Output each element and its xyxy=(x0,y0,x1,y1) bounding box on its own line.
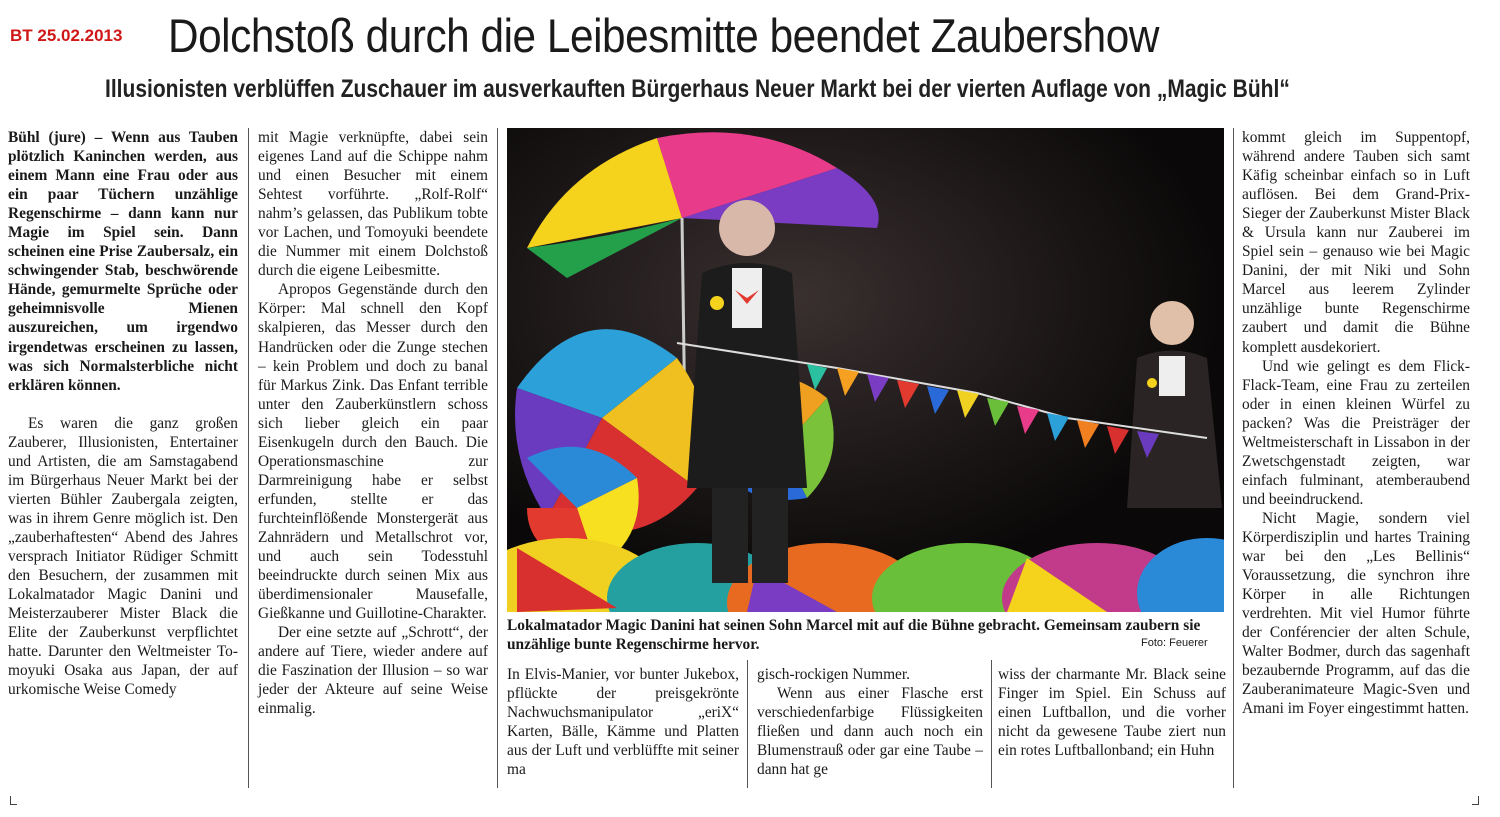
lead-paragraph: Bühl (jure) – Wenn aus Tauben plötzlich Kaninchen werden, aus einem Mann eine Frau oder aus ein paar Tüchern unzählige Regenschirme – dann kann nur Magie im Spiel sein. Dann scheinen eine Prise Zaubersalz, ein schwingender Stab, beschwörende Hände, gemurmelte Sprüche oder geheimnisvolle Mienen auszureichen, um irgendwo irgendetwas erscheinen zu lassen, was sich Normalsterbliche nicht erklären können. xyxy=(8,129,238,394)
paragraph: Wenn aus einer Flasche erst verschiedenfarbige Flüssigkeiten fließen und dann auch noch ein Blumenstrauß oder gar eine Taube – dann hat ge xyxy=(757,685,983,779)
column-rule xyxy=(747,660,748,788)
stage-photo xyxy=(507,128,1224,612)
article-column-3 xyxy=(507,665,739,779)
article-column-2 xyxy=(258,128,488,718)
subheadline: Illusionisten verblüffen Zuschauer im ausverkauften Bürgerhaus Neuer Markt bei der vierten Auflage von „Magic Bühl“ xyxy=(105,75,1290,103)
column-rule xyxy=(991,660,992,788)
column-rule xyxy=(497,128,498,788)
headline: Dolchstoß durch die Leibesmitte beendet Zaubershow xyxy=(168,9,1159,62)
article-column-6 xyxy=(1242,128,1470,718)
dateline: BT 25.02.2013 xyxy=(10,26,123,45)
paragraph: kommt gleich im Suppentopf, während andere Tauben sich samt Käfig scheinbar einfach so in Luft auflösen. Bei dem Grand-Prix-Sieger der Zauberkunst Mister Black & Ursula kann nur Zauberei im Spiel sein – genauso wie bei Magic Danini, der mit Niki und Sohn Marcel aus leerem Zylinder unzählige bunte Regenschirme zaubert und damit die Bühne komplett ausdekoriert. xyxy=(1242,129,1470,356)
column-rule xyxy=(1233,128,1234,788)
paragraph: wiss der charmante Mr. Black seine Finger im Spiel. Ein Schuss auf einen Luftballon, und die vorher nicht da gewesene Taube ziert nun ein rotes Luftballonband; ein Huhn xyxy=(998,666,1226,760)
paragraph: Und wie gelingt es dem Flick-Flack-Team, eine Frau zu zerteilen oder in einen kleinen Würfel zu packen? Was die Preisträger der Weltmeisterschaft in Lissabon in der Zwetschgenstadt zeigten, war einfach fulminant, atemberaubend und beeindruckend. xyxy=(1242,357,1470,508)
article-column-1 xyxy=(8,128,238,699)
paragraph: Apropos Gegenstände durch den Körper: Mal schnell den Kopf skalpieren, das Messer durch den Handrücken oder die Zunge stechen – kein Problem und doch zu banal für Markus Zink. Das Enfant terrible unter den Zauberkünstlern schoss sich lieber gleich ein paar Eisenkugeln durch den Bauch. Die Operationsmaschine zur Darmreinigung habe er selbst erfunden, stellte er das furchteinflößende Monstergerät aus Zahnrädern und Metallschrot vor, und auch sein Todesstuhl beeindruckte durch seinen Mix aus überdimensionaler Mausefalle, Gießkanne und Guillotine-Charakter. xyxy=(258,281,488,623)
column-rule xyxy=(248,128,249,788)
paragraph: Es waren die ganz großen Zauberer, Illusionisten, Entertainer und Artisten, die am Samstagabend im Bürgerhaus Neuer Markt bei der vierten Bühler Zaubergala zeigten, was in ihrem Genre möglich ist. Den „zauberhaftesten“ Abend des Jahres versprach Initiator Rüdiger Schmitt den Besuchern, der zusammen mit Lokalmatador Magic Danini und Meisterzauberer Mister Black die Elite der Zauberkunst verpflichtet hatte. Darunter den Weltmeister Tomoyuki Osaka aus Japan, der auf urkomische Weise Comedy xyxy=(8,414,238,699)
article-column-5 xyxy=(998,665,1226,760)
paragraph: Nicht Magie, sondern viel Körperdisziplin und hartes Training war bei den „Les Bellinis“ Voraussetzung, die synchron ihre Körper in alle Richtungen verdrehten. Mit viel Humor führte der Conférencier der alten Schule, Walter Bodmer, durch das sagenhaft bezaubernde Programm, auf das die Zauberanimateure Magic-Sven und Amani im Foyer eingestimmt hatten. xyxy=(1242,509,1470,718)
crop-mark xyxy=(10,796,17,805)
photo-credit: Foto: Feuerer xyxy=(1141,637,1208,649)
crop-mark xyxy=(1472,796,1479,805)
article-column-4 xyxy=(757,665,983,779)
paragraph: mit Magie verknüpfte, dabei sein eigenes Land auf die Schippe nahm und einen Besucher mit einem Sehtest vorführte. „Rolf-Rolf“ nahm’s gelassen, das Publikum tobte vor Lachen, und Tomoyuki beendete die Nummer mit einem Dolchstoß durch die eigene Leibesmitte. xyxy=(258,129,488,280)
paragraph: In Elvis-Manier, vor bunter Jukebox, pflückte der preisgekrönte Nachwuchsmanipulator „eriX“ Karten, Bälle, Kämme und Platten aus der Luft und verblüffte mit seiner ma xyxy=(507,666,739,779)
paragraph: gisch-rockigen Nummer. xyxy=(757,666,911,683)
paragraph: Der eine setzte auf „Schrott“, der andere auf Tiere, wieder andere auf die Faszination der Illusion – so war jeder der Akteure auf seine Weise einmalig. xyxy=(258,624,488,718)
photo-caption: Lokalmatador Magic Danini hat seinen Sohn Marcel mit auf die Bühne gebracht. Gemeinsam zaubern sie unzählige bunte Regenschirme hervor. xyxy=(507,617,1201,653)
